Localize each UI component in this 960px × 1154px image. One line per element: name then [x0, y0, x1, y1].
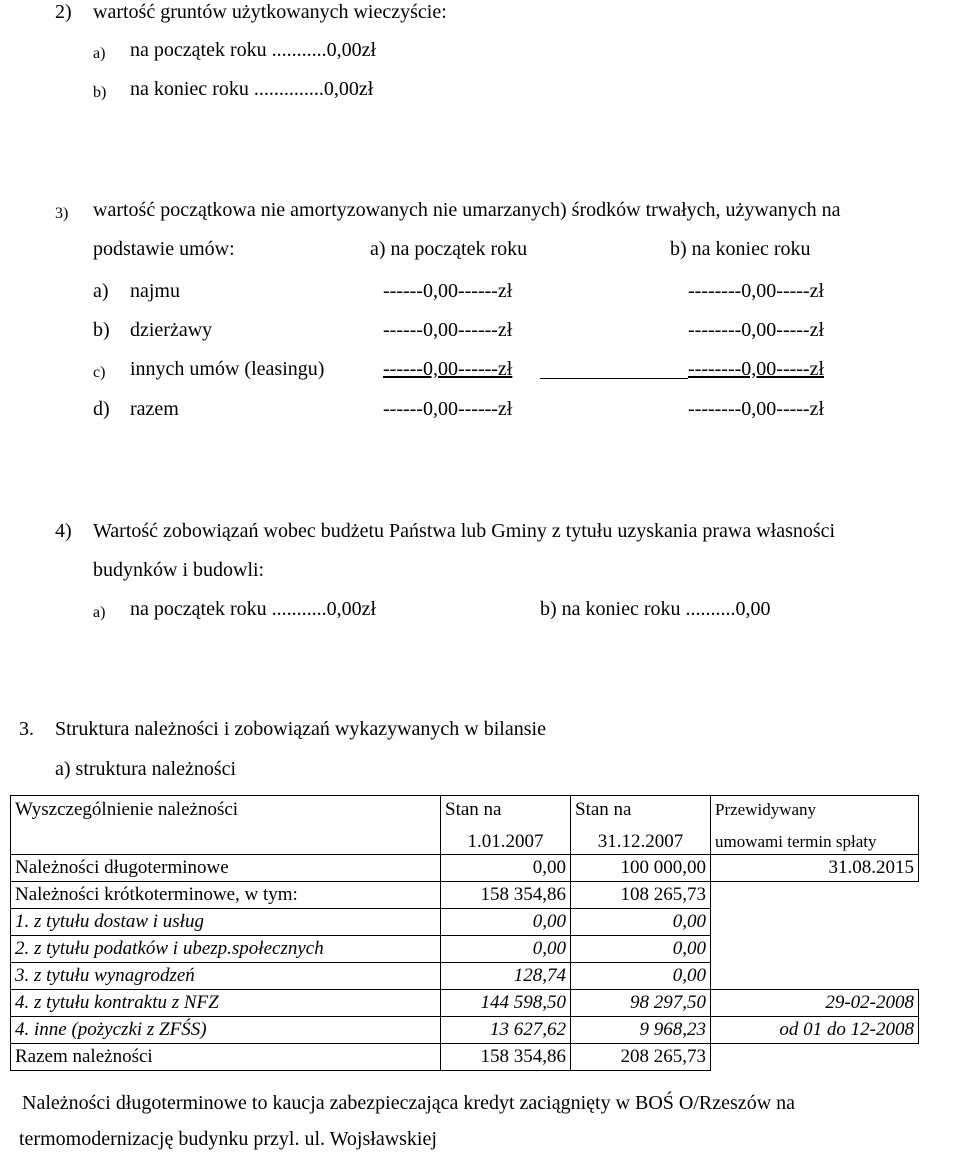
underline-rule — [540, 378, 688, 379]
receivables-table — [10, 795, 919, 1071]
header-end — [571, 796, 711, 855]
s2-b-prefix: b) — [93, 84, 107, 101]
s2-a-prefix: a) — [93, 45, 106, 62]
table-row — [11, 882, 919, 909]
s2-title: wartość gruntów użytkowanych wieczyście: — [93, 1, 447, 23]
row-end-value: 0,00 — [571, 909, 711, 936]
s3-row-b: --------0,00-----zł — [688, 358, 825, 380]
s4-a-prefix: a) — [93, 604, 106, 621]
s3-row-b: --------0,00-----zł — [688, 280, 825, 302]
row-end-value: 208 265,73 — [571, 1044, 711, 1071]
s4-line1: Wartość zobowiązań wobec budżetu Państwa lub Gminy z tytułu uzyskania prawa własności — [93, 520, 836, 542]
table-row — [11, 936, 919, 963]
header-due-sub: umowami termin spłaty — [715, 832, 877, 851]
header-description-label: Wyszczególnienie należności — [15, 799, 239, 820]
row-name: Razem należności — [11, 1044, 441, 1071]
row-name: 4. z tytułu kontraktu z NFZ — [11, 990, 441, 1017]
s3-row-prefix: a) — [93, 280, 109, 302]
s3-row-a: ------0,00------zł — [383, 398, 513, 420]
s4-a-text: na początek roku ...........0,00zł — [130, 598, 377, 620]
header-due — [711, 796, 919, 855]
row-name: Należności długoterminowe — [11, 855, 441, 882]
row-start-value: 144 598,50 — [441, 990, 571, 1017]
s3-row-label: dzierżawy — [130, 319, 213, 341]
s3-line1: wartość początkowa nie amortyzowanych nie umarzanych) środków trwałych, używanych na — [93, 199, 841, 221]
table-row — [11, 855, 919, 882]
row-name: 1. z tytułu dostaw i usług — [11, 909, 441, 936]
section-number: 3. — [19, 718, 34, 740]
s2-label: 2) — [55, 1, 72, 23]
row-due — [711, 963, 919, 990]
table-row — [11, 963, 919, 990]
row-end-value: 98 297,50 — [571, 990, 711, 1017]
row-due — [711, 882, 919, 909]
s3-row-b: --------0,00-----zł — [688, 319, 825, 341]
row-name: Należności krótkoterminowe, w tym: — [11, 882, 441, 909]
s3-row-a: ------0,00------zł — [383, 319, 513, 341]
row-name: 2. z tytułu podatków i ubezp.społecznych — [11, 936, 441, 963]
row-start-value: 0,00 — [441, 855, 571, 882]
table-row — [11, 1044, 919, 1071]
row-start-value: 13 627,62 — [441, 1017, 571, 1044]
row-start-value: 128,74 — [441, 963, 571, 990]
s3-row-label: najmu — [130, 280, 180, 302]
row-start-value: 158 354,86 — [441, 1044, 571, 1071]
s3-row-prefix: b) — [93, 319, 110, 341]
header-start — [441, 796, 571, 855]
s3-row-a: ------0,00------zł — [383, 280, 513, 302]
header-start-label: Stan na — [445, 799, 502, 820]
s3-line2: podstawie umów: — [93, 238, 235, 260]
s3-col-a-header: a) na początek roku — [370, 238, 528, 260]
row-due: od 01 do 12-2008 — [711, 1017, 919, 1044]
row-end-value: 0,00 — [571, 963, 711, 990]
header-end-date: 31.12.2007 — [597, 831, 684, 852]
header-description — [11, 796, 441, 855]
s3-row-label: razem — [130, 398, 179, 420]
table-row — [11, 990, 919, 1017]
row-due: 31.08.2015 — [711, 855, 919, 882]
s3-row-a: ------0,00------zł — [383, 358, 513, 380]
row-start-value: 0,00 — [441, 909, 571, 936]
row-end-value: 0,00 — [571, 936, 711, 963]
s4-b-text: b) na koniec roku ..........0,00 — [540, 598, 771, 620]
table-header-row — [11, 796, 919, 855]
table-row — [11, 909, 919, 936]
note-line2: termomodernizację budynku przyl. ul. Wojsławskiej — [19, 1128, 437, 1150]
row-start-value: 0,00 — [441, 936, 571, 963]
s3-row-prefix: d) — [93, 398, 110, 420]
s4-line2: budynków i budowli: — [93, 559, 265, 581]
row-end-value: 108 265,73 — [571, 882, 711, 909]
header-end-label: Stan na — [575, 799, 632, 820]
header-due-label: Przewidywany — [715, 800, 817, 819]
s4-label: 4) — [55, 520, 72, 542]
s3-row-prefix: c) — [93, 364, 106, 381]
row-due: 29-02-2008 — [711, 990, 919, 1017]
s3-row-b: --------0,00-----zł — [688, 398, 825, 420]
row-end-value: 9 968,23 — [571, 1017, 711, 1044]
note-line1: Należności długoterminowe to kaucja zabezpieczająca kredyt zaciągnięty w BOŚ O/Rzeszów na — [22, 1092, 796, 1114]
row-end-value: 100 000,00 — [571, 855, 711, 882]
row-start-value: 158 354,86 — [441, 882, 571, 909]
row-due — [711, 936, 919, 963]
row-due — [711, 909, 919, 936]
s3-row-label: innych umów (leasingu) — [130, 358, 325, 380]
s3-label: 3) — [55, 205, 69, 222]
section-subtitle: a) struktura należności — [55, 758, 237, 780]
s3-col-b-header: b) na koniec roku — [670, 238, 811, 260]
s2-b-text: na koniec roku ..............0,00zł — [130, 78, 374, 100]
table-row — [11, 1017, 919, 1044]
s2-a-text: na początek roku ...........0,00zł — [130, 39, 377, 61]
header-start-date: 1.01.2007 — [467, 831, 544, 852]
row-name: 4. inne (pożyczki z ZFŚS) — [11, 1017, 441, 1044]
row-due — [711, 1044, 919, 1071]
row-name: 3. z tytułu wynagrodzeń — [11, 963, 441, 990]
section-title: Struktura należności i zobowiązań wykazywanych w bilansie — [55, 718, 546, 740]
